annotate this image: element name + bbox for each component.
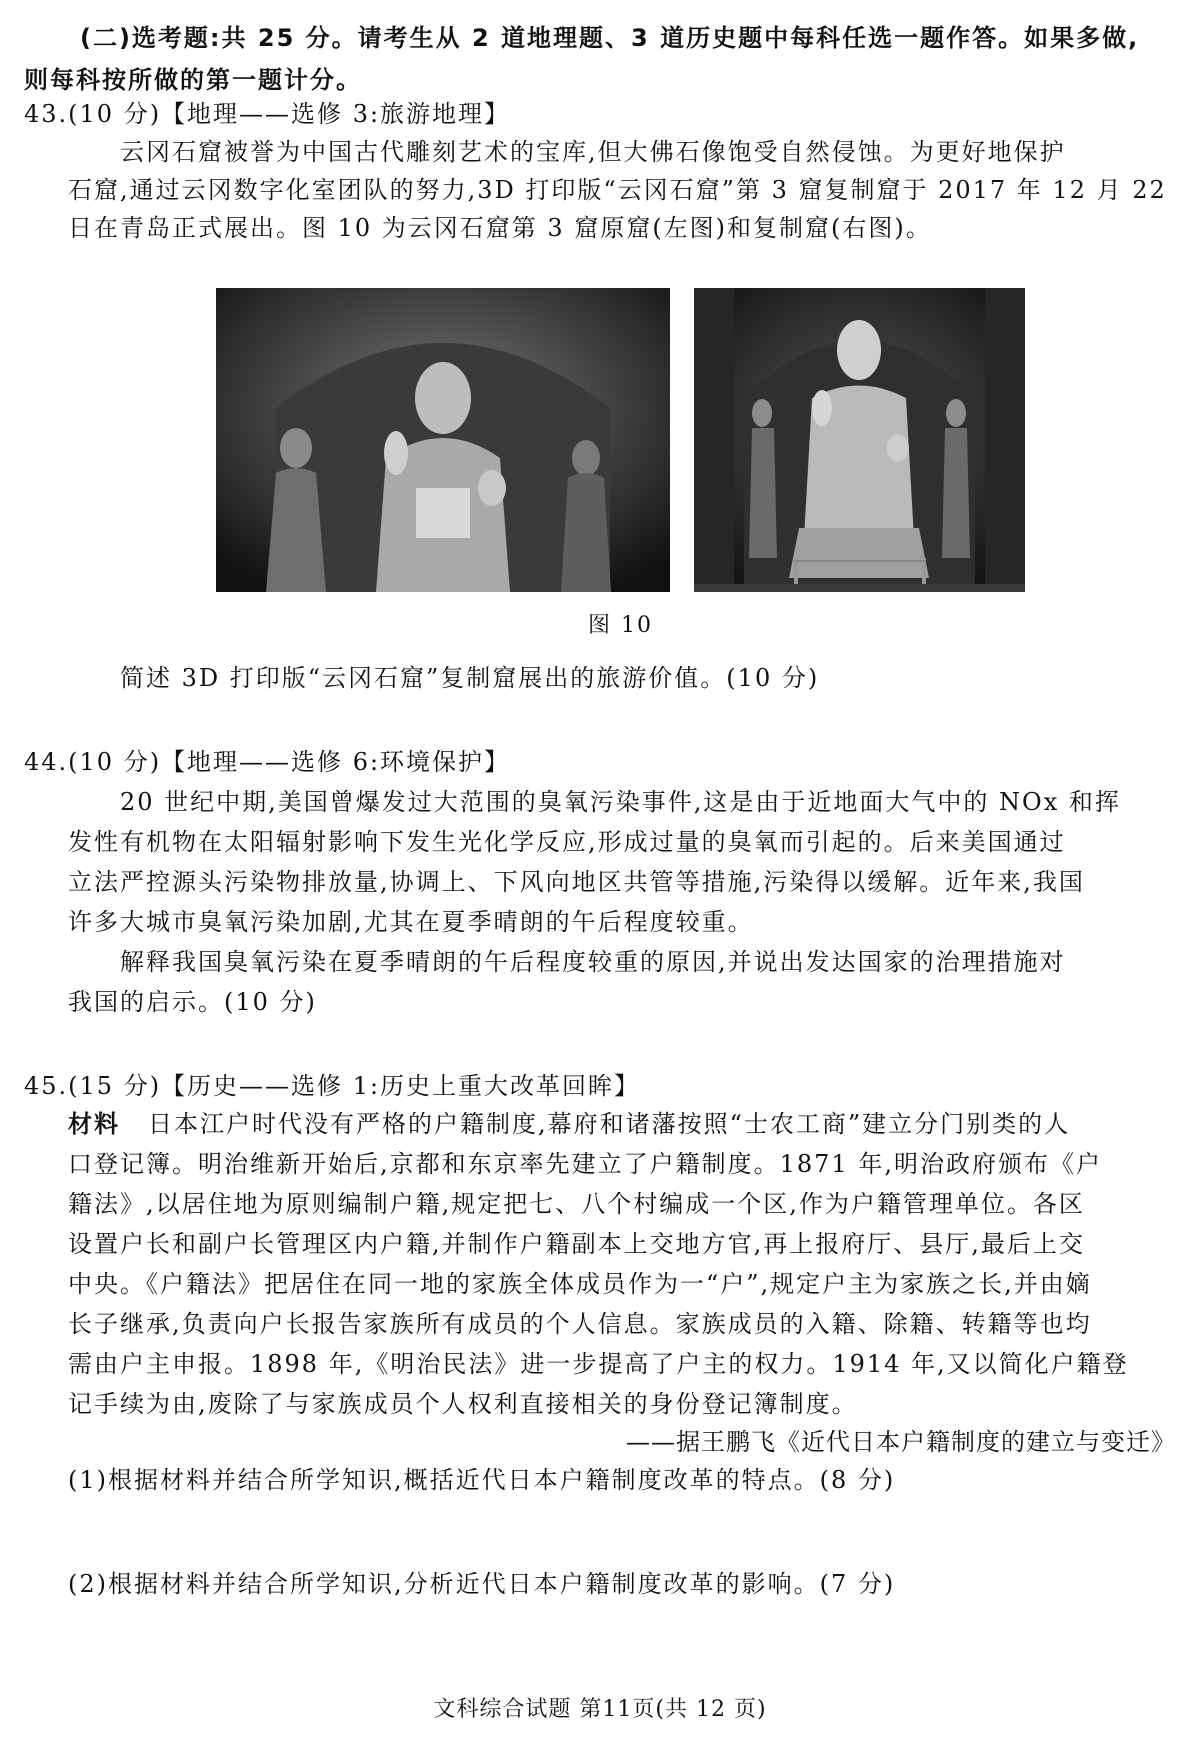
section-header-line2: 则每科按所做的第一题计分。 [24,66,362,94]
q44-question: 我国的启示。(10 分) [68,988,317,1016]
q45-material: 需由户主申报。1898 年,《明治民法》进一步提高了户主的权力。1914 年,又以简化户籍登 [68,1350,1129,1378]
q43-heading: 43.(10 分)【地理——选修 3:旅游地理】 [24,100,511,128]
section-header-line1: (二)选考题:共 25 分。请考生从 2 道地理题、3 道历史题中每科任选一题作答。如果多做, [80,24,1140,52]
q45-material: 记手续为由,废除了与家族成员个人权利直接相关的身份登记簿制度。 [68,1390,858,1418]
q43-paragraph: 云冈石窟被誉为中国古代雕刻艺术的宝库,但大佛石像饱受自然侵蚀。为更好地保护 [120,138,1066,166]
q44-question: 解释我国臭氧污染在夏季晴朗的午后程度较重的原因,并说出发达国家的治理措施对 [120,948,1066,976]
q43-paragraph: 日在青岛正式展出。图 10 为云冈石窟第 3 窟原窟(左图)和复制窟(右图)。 [68,214,932,242]
q44-paragraph: 立法严控源头污染物排放量,协调上、下风向地区共管等措施,污染得以缓解。近年来,我国 [68,868,1085,896]
q45-material: 设置户长和副户长管理区内户籍,并制作户籍副本上交地方官,再上报府厅、县厅,最后上交 [68,1230,1085,1258]
material-label: 材料 [68,1110,120,1138]
material-source: ——据王鹏飞《近代日本户籍制度的建立与变迁》 [626,1428,1176,1456]
q45-material: 中央。《户籍法》把居住在同一地的家族全体成员作为一“户”,规定户主为家族之长,并由嫡 [68,1270,1092,1298]
q44-paragraph: 20 世纪中期,美国曾爆发过大范围的臭氧污染事件,这是由于近地面大气中的 NOx 和挥 [120,788,1121,816]
original-cave-photo [216,288,670,592]
q45-heading: 45.(15 分)【历史——选修 1:历史上重大改革回眸】 [24,1072,641,1100]
page-footer: 文科综合试题 第11页(共 12 页) [433,1697,767,1722]
replica-cave-photo [694,288,1025,592]
q45-subquestion-1: (1)根据材料并结合所学知识,概括近代日本户籍制度改革的特点。(8 分) [68,1466,896,1494]
q45-material: 口登记簿。明治维新开始后,京都和东京率先建立了户籍制度。1871 年,明治政府颁布《户 [68,1150,1102,1178]
q43-question: 简述 3D 打印版“云冈石窟”复制窟展出的旅游价值。(10 分) [120,664,820,692]
q44-heading: 44.(10 分)【地理——选修 6:环境保护】 [24,748,511,776]
q45-material: 长子继承,负责向户长报告家族所有成员的个人信息。家族成员的入籍、除籍、转籍等也均 [68,1310,1092,1338]
q45-material: 日本江户时代没有严格的户籍制度,幕府和诸藩按照“士农工商”建立分门别类的人 [148,1110,1071,1138]
figure-caption: 图 10 [588,613,653,638]
q45-material: 籍法》,以居住地为原则编制户籍,规定把七、八个村编成一个区,作为户籍管理单位。各区 [68,1190,1085,1218]
q44-paragraph: 许多大城市臭氧污染加剧,尤其在夏季晴朗的午后程度较重。 [68,908,754,936]
q45-subquestion-2: (2)根据材料并结合所学知识,分析近代日本户籍制度改革的影响。(7 分) [68,1570,896,1598]
q44-paragraph: 发性有机物在太阳辐射影响下发生光化学反应,形成过量的臭氧而引起的。后来美国通过 [68,828,1066,856]
q43-paragraph: 石窟,通过云冈数字化室团队的努力,3D 打印版“云冈石窟”第 3 窟复制窟于 2017 年 12 月 22 [68,176,1167,204]
